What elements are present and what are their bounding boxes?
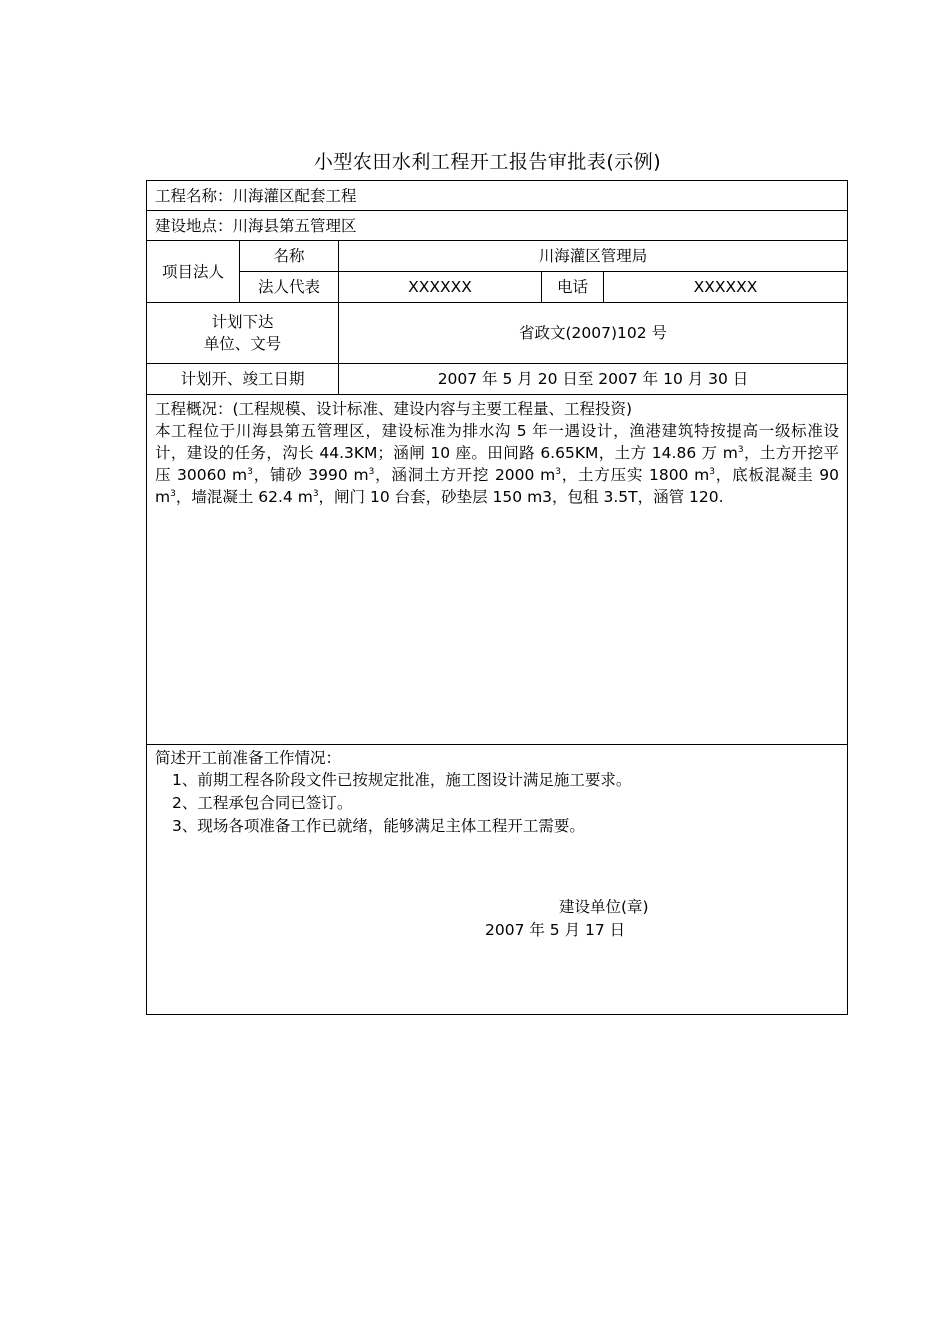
- legal-entity-label: 项目法人: [147, 241, 240, 303]
- approval-form-table: [146, 180, 848, 1015]
- entity-name-value: 川海灌区管理局: [339, 241, 848, 272]
- location-value: 川海县第五管理区: [232, 216, 357, 235]
- plan-value: 省政文(2007)102 号: [339, 303, 848, 364]
- dates-row: [147, 364, 848, 395]
- sign-unit: 建设单位(章): [559, 898, 649, 916]
- overview-row: [147, 395, 848, 745]
- preparation-item-2: 2、工程承包合同已签订。: [172, 794, 353, 812]
- page-title: 小型农田水利工程开工报告审批表(示例): [313, 151, 662, 173]
- preparation-row: [147, 745, 848, 1015]
- phone-value: XXXXXX: [604, 272, 848, 303]
- preparation-item-3: 3、现场各项准备工作已就绪，能够满足主体工程开工需要。: [172, 817, 585, 835]
- overview-label: 工程概况：(工程规模、设计标准、建设内容与主要工程量、工程投资): [155, 400, 633, 418]
- preparation-item-1: 1、前期工程各阶段文件已按规定批准，施工图设计满足施工要求。: [172, 771, 632, 789]
- project-name-value: 川海灌区配套工程: [232, 186, 357, 205]
- location-row: [147, 211, 848, 241]
- legal-entity-name-row: [147, 241, 848, 272]
- overview-text: 本工程位于川海县第五管理区，建设标准为排水沟 5 年一遇设计，渔港建筑特按提高一级标准设计，建设的任务，沟长 44.3KM；涵闸 10 座。田间路 6.65KM，土方 14.86 万 $m^3$，土方开挖平压 30060 $m^3$，铺砂 3990 $m^3$，涵洞土方开挖 2000 $m^3$，土方压实 1800 $m^3$，底板混凝圭 90 $m^3$，墙混凝土 62.4 $m^3$，闸门 10 台套，砂垫层 150 m3，包租 3.5T，涵管 120.: [155, 422, 840, 506]
- overview-cell: [147, 395, 848, 745]
- sign-date: 2007 年 5 月 17 日: [485, 921, 626, 939]
- legal-rep-label: 法人代表: [240, 272, 339, 303]
- preparation-cell: [147, 745, 848, 1015]
- plan-label-line2: 单位、文号: [203, 335, 282, 353]
- phone-label: 电话: [542, 272, 604, 303]
- entity-name-label: 名称: [240, 241, 339, 272]
- legal-rep-row: [147, 272, 848, 303]
- location-cell: [147, 211, 848, 241]
- legal-rep-value: XXXXXX: [339, 272, 542, 303]
- project-name-cell: [147, 181, 848, 211]
- location-label: 建设地点：: [155, 216, 233, 235]
- project-name-row: [147, 181, 848, 211]
- plan-row: [147, 303, 848, 364]
- preparation-label: 简述开工前准备工作情况：: [155, 749, 342, 767]
- dates-value: 2007 年 5 月 20 日至 2007 年 10 月 30 日: [339, 364, 848, 395]
- project-name-label: 工程名称：: [155, 186, 233, 205]
- plan-label-line1: 计划下达: [211, 313, 274, 331]
- dates-label: 计划开、竣工日期: [147, 364, 339, 395]
- plan-label: [147, 303, 339, 364]
